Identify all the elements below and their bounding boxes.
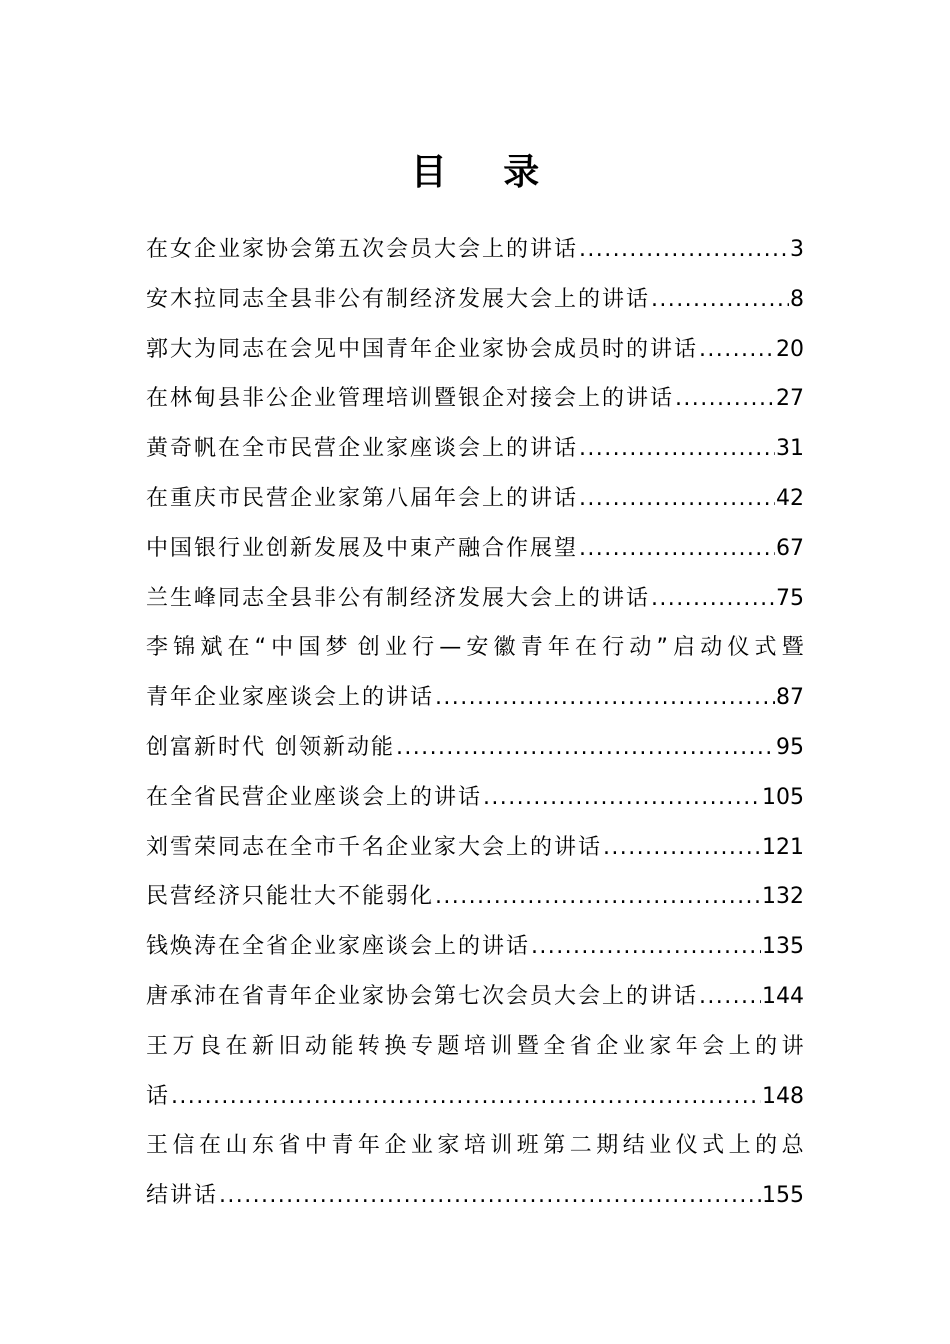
toc-entry[interactable]: [146, 773, 804, 823]
toc-entry[interactable]: [146, 972, 804, 1022]
toc-page-number: 27: [776, 386, 804, 412]
dot-leader: [396, 723, 775, 773]
toc-entry-title-line: 王 万 良 在 新 旧 动 能 转 换 专 题 培 训 暨 全 省 企 业 家 年 会 上 的 讲: [146, 1033, 804, 1059]
dot-leader: [579, 225, 789, 275]
toc-entry[interactable]: [146, 524, 804, 574]
dot-leader: [699, 972, 761, 1022]
toc-entry[interactable]: [146, 225, 804, 275]
dot-leader: [531, 922, 761, 972]
toc-entry-title: 郭大为同志在会见中国青年企业家协会成员时的讲话: [146, 336, 699, 362]
toc-entry-title: 刘雪荣同志在全市千名企业家大会上的讲话: [146, 834, 603, 860]
toc-page-number: 20: [776, 336, 804, 362]
toc-entry[interactable]: [146, 374, 804, 424]
toc-page-number: 135: [762, 934, 804, 960]
toc-page-number: 121: [762, 834, 804, 860]
dot-leader: [651, 275, 789, 325]
toc-entry[interactable]: [146, 872, 804, 922]
toc-entry-title: 在林甸县非公企业管理培训暨银企对接会上的讲话: [146, 386, 675, 412]
dot-leader: [579, 424, 775, 474]
toc-page-number: 42: [776, 485, 804, 511]
toc-entry-title: 黄奇帆在全市民营企业家座谈会上的讲话: [146, 436, 579, 462]
toc-page-number: 95: [776, 734, 804, 760]
toc-entry[interactable]: [146, 275, 804, 325]
dot-leader: [603, 823, 761, 873]
toc-page-number: 155: [762, 1183, 804, 1209]
toc-entry[interactable]: [146, 1121, 804, 1221]
toc-entry[interactable]: [146, 1022, 804, 1122]
toc-entry[interactable]: [146, 424, 804, 474]
toc-page-number: 87: [776, 685, 804, 711]
dot-leader: [579, 474, 775, 524]
toc-entry-title: 兰生峰同志全县非公有制经济发展大会上的讲话: [146, 585, 651, 611]
dot-leader: [699, 325, 775, 375]
toc-page-number: 148: [762, 1083, 804, 1109]
toc-page-number: 132: [762, 884, 804, 910]
toc-entry-title: 创富新时代 创领新动能: [146, 734, 395, 760]
toc-entry-title: 在重庆市民营企业家第八届年会上的讲话: [146, 485, 579, 511]
dot-leader: [435, 673, 775, 723]
dot-leader: [675, 374, 775, 424]
table-of-contents: [146, 225, 804, 1221]
toc-entry[interactable]: [146, 922, 804, 972]
toc-entry[interactable]: [146, 823, 804, 873]
toc-entry-title: 安木拉同志全县非公有制经济发展大会上的讲话: [146, 286, 651, 312]
toc-page-number: 75: [776, 585, 804, 611]
toc-page-number: 8: [790, 286, 804, 312]
toc-entry-title: 中国银行业创新发展及中東产融合作展望: [146, 535, 579, 561]
toc-page-number: 105: [762, 784, 804, 810]
dot-leader: [579, 524, 775, 574]
toc-entry[interactable]: [146, 623, 804, 723]
toc-page-number: 3: [790, 237, 804, 262]
toc-entry[interactable]: [146, 474, 804, 524]
dot-leader: [483, 773, 761, 823]
toc-entry-title: 民营经济只能壮大不能弱化: [146, 884, 435, 910]
dot-leader: [435, 872, 761, 922]
toc-entry-title-line: 李 锦 斌 在 “ 中 国 梦 创 业 行 — 安 徽 青 年 在 行 动 ” 启 动 仪 式 暨: [146, 635, 804, 661]
toc-entry-title: 在全省民营企业座谈会上的讲话: [146, 784, 483, 810]
toc-entry-title: 结讲话: [146, 1183, 219, 1209]
dot-leader: [651, 574, 775, 624]
toc-entry-title: 青年企业家座谈会上的讲话: [146, 685, 435, 711]
toc-page-number: 144: [762, 983, 804, 1009]
toc-page-number: 31: [776, 436, 804, 462]
dot-leader: [219, 1171, 761, 1221]
toc-entry-title: 话: [146, 1083, 171, 1109]
toc-entry[interactable]: [146, 723, 804, 773]
toc-entry-title: 钱焕涛在全省企业家座谈会上的讲话: [146, 934, 531, 960]
toc-title: 目 录: [410, 151, 562, 193]
toc-entry-title: 在女企业家协会第五次会员大会上的讲话: [146, 237, 579, 262]
toc-entry[interactable]: [146, 574, 804, 624]
toc-page-number: 67: [776, 535, 804, 561]
toc-entry-title-line: 王 信 在 山 东 省 中 青 年 企 业 家 培 训 班 第 二 期 结 业 仪 式 上 的 总: [146, 1133, 804, 1159]
toc-entry[interactable]: [146, 325, 804, 375]
toc-entry-title: 唐承沛在省青年企业家协会第七次会员大会上的讲话: [146, 983, 699, 1009]
dot-leader: [171, 1072, 761, 1122]
